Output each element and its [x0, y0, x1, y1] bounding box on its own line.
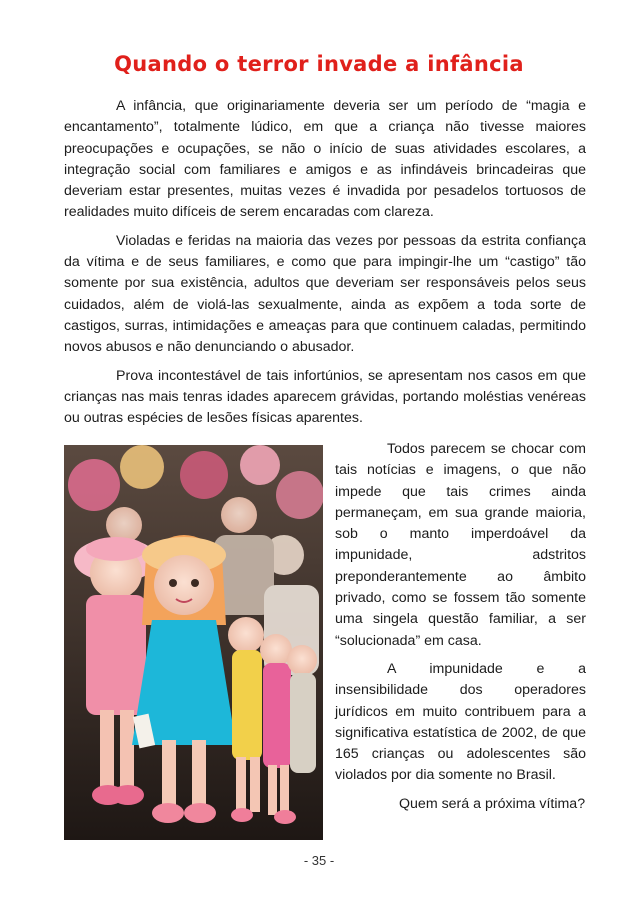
- paragraph: Quem será a próxima vítima?: [399, 795, 586, 812]
- intro-text: [64, 96, 586, 436]
- dolls-photo: [64, 445, 323, 840]
- paragraph: A impunidade e a insensibilidade dos operadores jurídicos em muito contribuem para a significativa estatística de 2002, de que 165 crianças ou adolescentes são violados por dia somente no Brasil.: [335, 660, 586, 784]
- paragraph: Prova incontestável de tais infortúnios, se apresentam nos casos em que crianças nas mais tenras idades aparecem grávidas, portando moléstias venéreas ou outras espécies de lesões físicas aparentes.: [64, 367, 586, 427]
- side-text: [335, 439, 586, 822]
- paragraph: Violadas e feridas na maioria das vezes por pessoas da estrita confiança da vítima e de seus familiares, e como que para impingir-lhe um “castigo” tão somente por sua existência, adultos que deveriam ser responsáveis pelos seus cuidados, além de violá-las sexualmente, ainda as expõem a toda sorte de castigos, surras, intimidações e ameaças para que continuem caladas, permitindo novos abusos e não denunciando o abusador.: [64, 232, 586, 356]
- paragraph: Todos parecem se chocar com tais notícias e imagens, o que não impede que tais crimes ainda permaneçam, em sua grande maioria, sob o manto imperdoável da impunidade, adstritos preponderantemente ao âmbito privado, como se fossem tão somente uma singela questão familiar, a ser “solucionada” em casa.: [335, 441, 586, 649]
- paragraph: A infância, que originariamente deveria ser um período de “magia e encantamento”, totalmente lúdico, em que a criança não tivesse maiores preocupações e ocupações, se não o início de suas atividades escolares, a integração social com familiares e amigos e as infindáveis brincadeiras que deveriam estar presentes, muitas vezes é invadida por pesadelos tortuosos de realidades muito difíceis de serem encaradas com clareza.: [64, 98, 586, 221]
- page-title: Quando o terror invade a infância: [114, 52, 524, 76]
- page-number: - 35 -: [303, 853, 335, 868]
